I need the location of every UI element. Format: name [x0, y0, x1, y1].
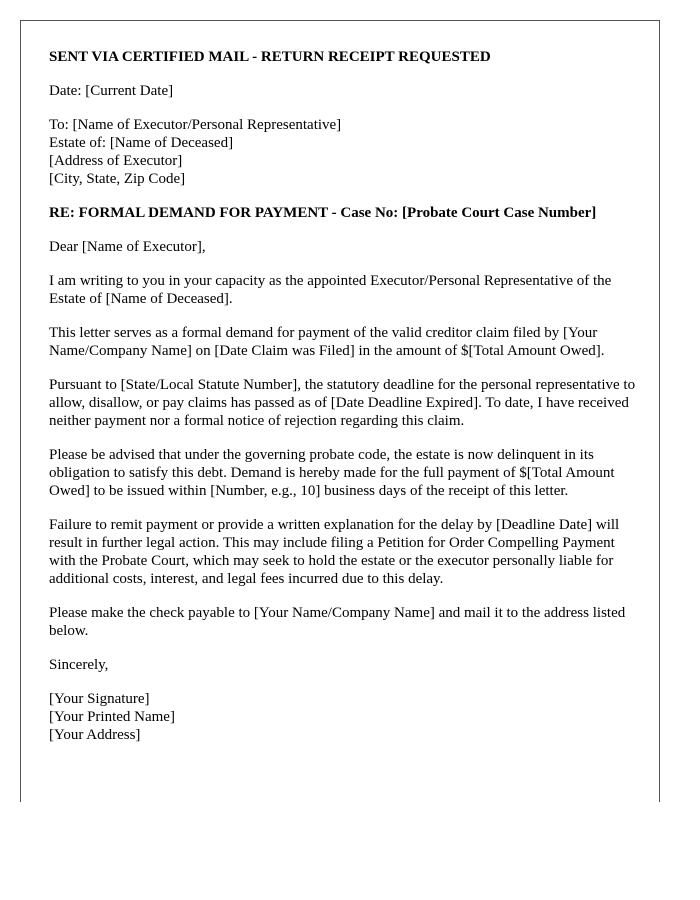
- letter-page: [20, 20, 660, 802]
- recipient-address: [Address of Executor]: [49, 153, 183, 169]
- salutation: Dear [Name of Executor],: [49, 239, 206, 255]
- paragraph: Pursuant to [State/Local Statute Number], the statutory deadline for the personal representative to allow, disallow, or pay claims has passed as of [Date Deadline Expired]. To date, I have received neither payment nor a formal notice of rejection regarding this claim.: [49, 377, 636, 429]
- recipient-estate: Estate of: [Name of Deceased]: [49, 135, 234, 151]
- paragraph: I am writing to you in your capacity as the appointed Executor/Personal Representative of the Estate of [Name of Deceased].: [49, 273, 612, 307]
- printed-name: [Your Printed Name]: [49, 709, 175, 725]
- signature: [Your Signature]: [49, 691, 150, 707]
- re-line: RE: FORMAL DEMAND FOR PAYMENT - Case No: [Probate Court Case Number]: [49, 205, 597, 221]
- paragraph: Please make the check payable to [Your Name/Company Name] and mail it to the address listed below.: [49, 605, 626, 639]
- mail-header: SENT VIA CERTIFIED MAIL - RETURN RECEIPT REQUESTED: [49, 49, 491, 65]
- letter-date: Date: [Current Date]: [49, 83, 174, 99]
- recipient-to: To: [Name of Executor/Personal Representative]: [49, 117, 342, 133]
- sender-address: [Your Address]: [49, 727, 141, 743]
- recipient-block: [49, 116, 639, 188]
- letter-body: [49, 48, 639, 760]
- paragraph: This letter serves as a formal demand for payment of the valid creditor claim filed by [Your Name/Company Name] on [Date Claim was Filed] in the amount of $[Total Amount Owed].: [49, 325, 605, 359]
- paragraph: Failure to remit payment or provide a written explanation for the delay by [Deadline Date] will result in further legal action. This may include filing a Petition for Order Compelling Payment with the Probate Court, which may seek to hold the estate or the executor personally liable for additional costs, interest, and legal fees incurred due to this delay.: [49, 517, 620, 587]
- paragraph: Please be advised that under the governing probate code, the estate is now delinquent in its obligation to satisfy this debt. Demand is hereby made for the full payment of $[Total Amount Owed] to be issued within [Number, e.g., 10] business days of the receipt of this letter.: [49, 447, 615, 499]
- signature-block: [49, 690, 639, 744]
- recipient-city-state-zip: [City, State, Zip Code]: [49, 171, 186, 187]
- closing: Sincerely,: [49, 657, 109, 673]
